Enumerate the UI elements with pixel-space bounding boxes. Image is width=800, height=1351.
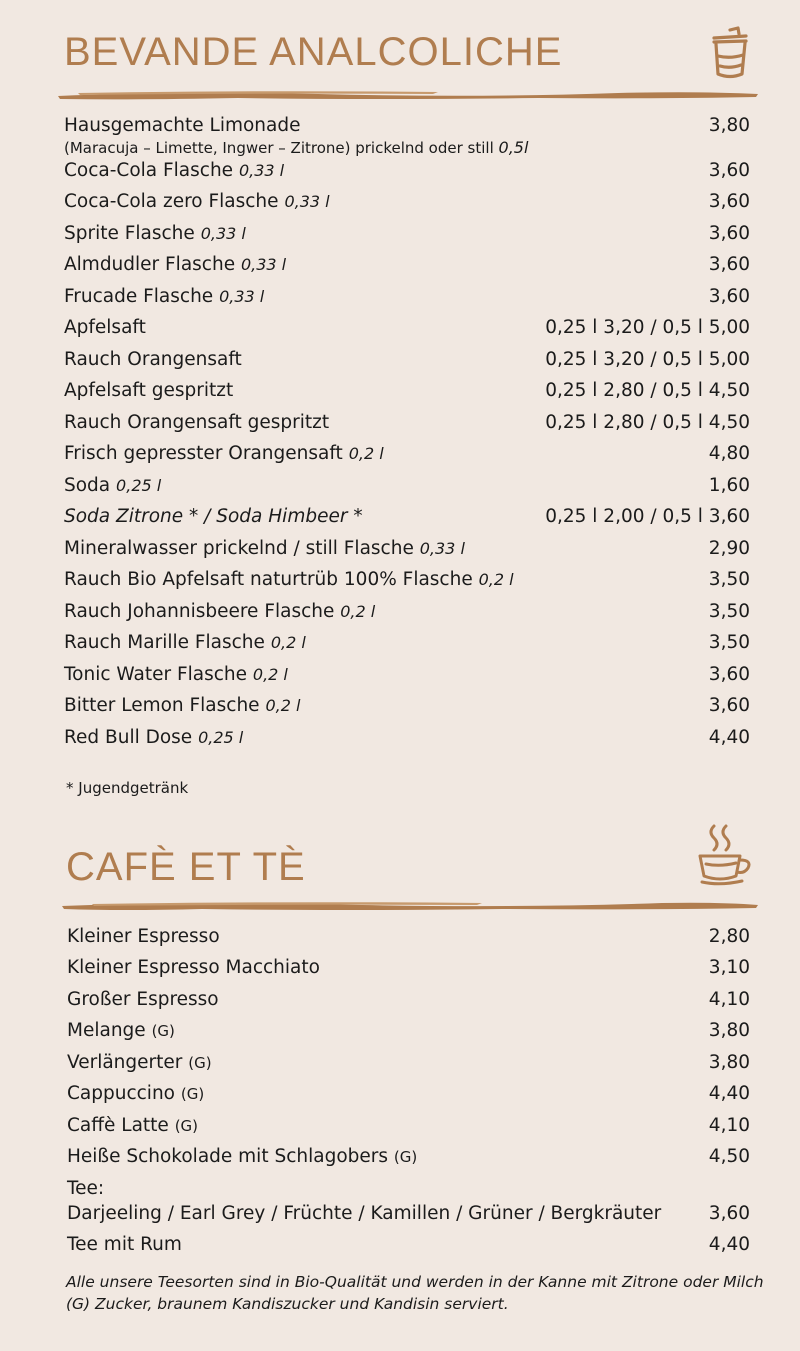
item-size: 0,33 l xyxy=(240,255,287,274)
item-size: 0,33 l xyxy=(200,224,246,243)
item-name: Frisch gepresster Orangensaft 0,2 l xyxy=(64,443,384,464)
item-size: 0,33 l xyxy=(219,287,265,306)
limonade-description: (Maracuja – Limette, Ingwer – Zitrone) prickelnd oder still 0,5l xyxy=(64,138,529,157)
menu-item-row xyxy=(67,1020,750,1051)
menu-item-row xyxy=(64,538,750,569)
item-size: 0,2 l xyxy=(478,570,514,589)
item-name: Coca-Cola zero Flasche 0,33 l xyxy=(64,191,330,212)
item-price: 3,60 xyxy=(708,160,750,181)
item-price: 0,25 l 2,00 / 0,5 l 3,60 xyxy=(545,506,750,527)
tea-footnote: Alle unsere Teesorten sind in Bio-Qualität und werden in der Kanne mit Zitrone oder Milch (G) Zucker, braunem Kandiszucker und Kandisin serviert. xyxy=(66,1273,764,1313)
item-price: 4,80 xyxy=(708,443,750,464)
item-name: Frucade Flasche 0,33 l xyxy=(64,286,265,307)
item-name: Rauch Orangensaft xyxy=(64,349,242,370)
item-size: 0,2 l xyxy=(348,444,384,463)
item-price: 3,50 xyxy=(708,632,750,653)
brush-divider-2 xyxy=(62,899,758,913)
tea-rum-price: 4,40 xyxy=(708,1234,750,1255)
item-price: 3,50 xyxy=(708,569,750,590)
item-name: Rauch Johannisbeere Flasche 0,2 l xyxy=(64,601,376,622)
menu-item-row xyxy=(67,1052,750,1083)
item-price: 2,90 xyxy=(708,538,750,559)
item-name: Rauch Marille Flasche 0,2 l xyxy=(64,632,306,653)
item-name: Hausgemachte Limonade xyxy=(64,115,301,136)
item-name: Rauch Bio Apfelsaft naturtrüb 100% Flasche 0,2 l xyxy=(64,569,514,590)
item-name: Mineralwasser prickelnd / still Flasche 0,33 l xyxy=(64,538,465,559)
section-title-soft-drinks: BEVANDE ANALCOLICHE xyxy=(64,30,563,74)
tea-rum-row xyxy=(67,1234,750,1265)
item-size: 0,25 l xyxy=(116,476,162,495)
menu-item-row xyxy=(64,223,750,254)
item-price: 4,10 xyxy=(708,1115,750,1136)
menu-item-row xyxy=(64,412,750,443)
section-title-coffee-tea: CAFÈ ET TÈ xyxy=(66,845,306,889)
item-name: Almdudler Flasche 0,33 l xyxy=(64,254,287,275)
item-tag: (G) xyxy=(188,1054,212,1072)
menu-item-row xyxy=(64,191,750,222)
item-name: Red Bull Dose 0,25 l xyxy=(64,727,244,748)
item-name: Rauch Orangensaft gespritzt xyxy=(64,412,330,433)
menu-item-row xyxy=(64,254,750,285)
item-size: 0,2 l xyxy=(252,665,288,684)
item-size: 0,33 l xyxy=(238,161,285,180)
item-name: Tonic Water Flasche 0,2 l xyxy=(64,664,288,685)
item-price: 0,25 l 2,80 / 0,5 l 4,50 xyxy=(545,380,750,401)
item-name: Bitter Lemon Flasche 0,2 l xyxy=(64,695,301,716)
item-price: 3,80 xyxy=(708,115,750,136)
menu-item-row xyxy=(67,1083,750,1114)
item-size: 0,25 l xyxy=(198,728,244,747)
item-size: 0,2 l xyxy=(270,633,306,652)
item-tag: (G) xyxy=(174,1117,199,1135)
item-price: 0,25 l 3,20 / 0,5 l 5,00 xyxy=(545,349,750,370)
item-price: 3,10 xyxy=(708,957,750,978)
item-size: 0,2 l xyxy=(265,696,301,715)
menu-item-row xyxy=(64,349,750,380)
item-price: 4,10 xyxy=(708,989,750,1010)
cup-icon xyxy=(708,26,752,82)
menu-item-row xyxy=(64,569,750,600)
item-name: Apfelsaft xyxy=(64,317,146,338)
menu-item-row xyxy=(67,1115,750,1146)
item-price: 3,80 xyxy=(708,1052,750,1073)
item-price: 4,40 xyxy=(708,727,750,748)
tea-label-row: Tee: xyxy=(67,1178,105,1199)
item-price: 3,60 xyxy=(708,286,750,307)
item-name: Heiße Schokolade mit Schlagobers (G) xyxy=(67,1146,418,1167)
item-size: 0,33 l xyxy=(284,192,330,211)
menu-item-row xyxy=(64,695,750,726)
item-name: Kleiner Espresso Macchiato xyxy=(67,957,320,978)
item-price: 2,80 xyxy=(708,926,750,947)
item-name: Soda 0,25 l xyxy=(64,475,162,496)
menu-item-row xyxy=(67,989,750,1020)
menu-item-row xyxy=(64,286,750,317)
coffee-cup-icon xyxy=(694,822,754,888)
item-price: 3,60 xyxy=(708,223,750,244)
tea-types-row xyxy=(67,1203,750,1234)
item-name: Kleiner Espresso xyxy=(67,926,220,947)
menu-item-row xyxy=(64,160,750,191)
item-size: 0,2 l xyxy=(340,602,376,621)
item-price: 0,25 l 3,20 / 0,5 l 5,00 xyxy=(545,317,750,338)
item-name: Großer Espresso xyxy=(67,989,219,1010)
menu-item-row xyxy=(64,317,750,348)
menu-item-row xyxy=(64,443,750,474)
item-name: Verlängerter (G) xyxy=(67,1052,212,1073)
menu-item-row xyxy=(67,1146,750,1177)
item-name: Cappuccino (G) xyxy=(67,1083,205,1104)
menu-item-row xyxy=(67,957,750,988)
item-tag: (G) xyxy=(151,1022,175,1040)
menu-item-row xyxy=(64,601,750,632)
item-price: 3,60 xyxy=(708,191,750,212)
item-tag: (G) xyxy=(393,1148,418,1166)
tea-types: Darjeeling / Earl Grey / Früchte / Kamillen / Grüner / Bergkräuter xyxy=(67,1203,662,1224)
menu-item-row xyxy=(64,475,750,506)
menu-item-row xyxy=(64,632,750,663)
item-tag: (G) xyxy=(180,1085,205,1103)
item-price: 4,50 xyxy=(708,1146,750,1167)
item-price: 1,60 xyxy=(708,475,750,496)
item-name: Soda Zitrone * / Soda Himbeer * xyxy=(64,506,363,527)
item-size: 0,33 l xyxy=(419,539,465,558)
menu-item-row xyxy=(64,380,750,411)
brush-divider xyxy=(58,88,758,102)
menu-item-row xyxy=(64,506,750,537)
item-name: Melange (G) xyxy=(67,1020,175,1041)
menu-item-row xyxy=(64,664,750,695)
menu-item-row xyxy=(67,926,750,957)
tea-rum: Tee mit Rum xyxy=(67,1234,182,1255)
item-price: 4,40 xyxy=(708,1083,750,1104)
item-price: 3,50 xyxy=(708,601,750,622)
item-price: 3,60 xyxy=(708,664,750,685)
item-name: Apfelsaft gespritzt xyxy=(64,380,234,401)
youth-drink-note: * Jugendgetränk xyxy=(66,779,189,797)
item-name: Sprite Flasche 0,33 l xyxy=(64,223,246,244)
item-price: 3,60 xyxy=(708,254,750,275)
item-price: 3,80 xyxy=(708,1020,750,1041)
item-name: Coca-Cola Flasche 0,33 l xyxy=(64,160,285,181)
tea-price: 3,60 xyxy=(708,1203,750,1224)
item-price: 0,25 l 2,80 / 0,5 l 4,50 xyxy=(545,412,750,433)
menu-item-row xyxy=(64,727,750,758)
item-name: Caffè Latte (G) xyxy=(67,1115,199,1136)
item-price: 3,60 xyxy=(708,695,750,716)
